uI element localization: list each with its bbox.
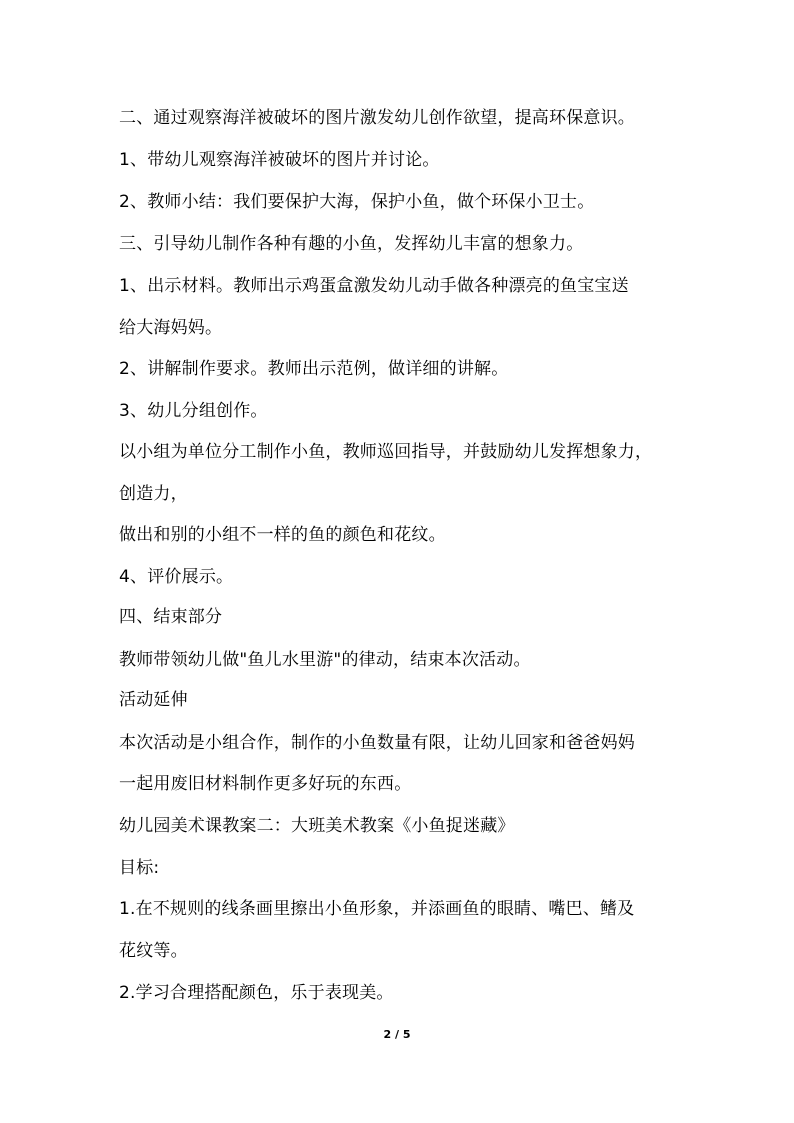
paragraph-line: 给大海妈妈。 [119, 318, 223, 338]
paragraph-line: 4、评价展示。 [119, 567, 234, 587]
paragraph-line: 2、讲解制作要求。教师出示范例，做详细的讲解。 [119, 359, 509, 379]
section-heading-2: 二、通过观察海洋被破坏的图片激发幼儿创作欲望，提高环保意识。 [119, 108, 635, 128]
section-heading-extension: 活动延伸 [119, 690, 188, 710]
paragraph-line: 以小组为单位分工制作小鱼，教师巡回指导，并鼓励幼儿发挥想象力， [119, 442, 653, 462]
paragraph-line: 1、带幼儿观察海洋被破坏的图片并讨论。 [119, 150, 440, 170]
section-heading-3: 三、引导幼儿制作各种有趣的小鱼，发挥幼儿丰富的想象力。 [119, 234, 584, 254]
paragraph-line: 本次活动是小组合作，制作的小鱼数量有限，让幼儿回家和爸爸妈妈 [119, 733, 635, 753]
objectives-label: 目标: [119, 858, 160, 878]
section-heading-4: 四、结束部分 [119, 607, 223, 627]
paragraph-line: 教师带领幼儿做"鱼儿水里游"的律动，结束本次活动。 [119, 650, 531, 670]
paragraph-line: 3、幼儿分组创作。 [119, 401, 268, 421]
paragraph-line: 1、出示材料。教师出示鸡蛋盒激发幼儿动手做各种漂亮的鱼宝宝送 [119, 276, 629, 296]
lesson-plan-title: 幼儿园美术课教案二：大班美术教案《小鱼捉迷藏》 [119, 816, 515, 836]
paragraph-line: 2、教师小结：我们要保护大海，保护小鱼，做个环保小卫士。 [119, 192, 595, 212]
paragraph-line: 花纹等。 [119, 941, 188, 961]
paragraph-line: 创造力， [119, 484, 188, 504]
paragraph-line: 做出和别的小组不一样的鱼的颜色和花纹。 [119, 525, 446, 545]
paragraph-line: 2.学习合理搭配颜色，乐于表现美。 [119, 983, 394, 1003]
page-number: 2 / 5 [383, 1028, 411, 1041]
paragraph-line: 1.在不规则的线条画里擦出小鱼形象，并添画鱼的眼睛、嘴巴、鳍及 [119, 899, 635, 919]
paragraph-line: 一起用废旧材料制作更多好玩的东西。 [119, 774, 412, 794]
